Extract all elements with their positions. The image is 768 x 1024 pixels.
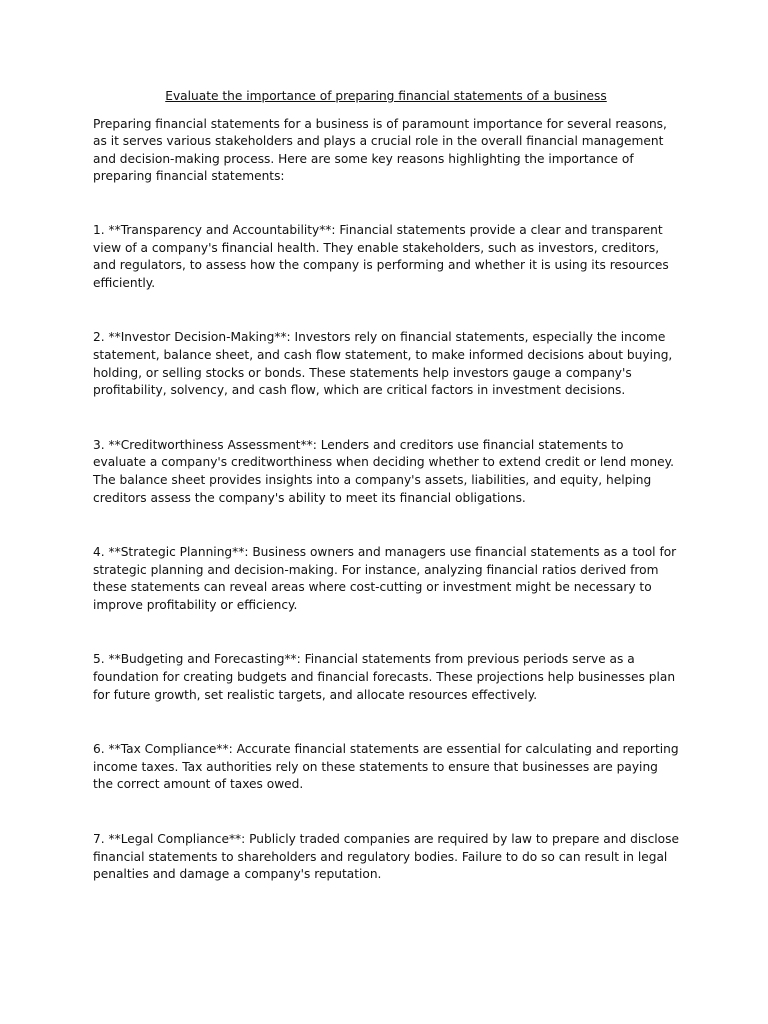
point-budgeting-forecasting: 5. **Budgeting and Forecasting**: Financial statements from previous periods serve as a foundation for creating budgets and financial forecasts. These projections help businesses plan for future growth, set realistic targets, and allocate resources effectively. (93, 652, 676, 702)
point-strategic-planning: 4. **Strategic Planning**: Business owners and managers use financial statements as a tool for strategic planning and decision-making. For instance, analyzing financial ratios derived from these statements can reveal areas where cost-cutting or investment might be necessary to improve profitability or efficiency. (93, 545, 677, 612)
point-legal-compliance: 7. **Legal Compliance**: Publicly traded companies are required by law to prepare and disclose financial statements to shareholders and regulatory bodies. Failure to do so can result in legal penalties and damage a company's reputation. (93, 832, 679, 882)
point-tax-compliance: 6. **Tax Compliance**: Accurate financial statements are essential for calculating and reporting income taxes. Tax authorities rely on these statements to ensure that businesses are paying the correct amount of taxes owed. (93, 742, 679, 792)
document-title: Evaluate the importance of preparing financial statements of a business (165, 89, 607, 103)
point-transparency: 1. **Transparency and Accountability**: Financial statements provide a clear and transparent view of a company's financial health. They enable stakeholders, such as investors, creditors, and regulators, to assess how the company is performing and whether it is using its resources efficiently. (93, 222, 669, 290)
document-page (93, 88, 679, 921)
intro-paragraph: Preparing financial statements for a business is of paramount importance for several reasons, as it serves various stakeholders and plays a crucial role in the overall financial management and decision-making process. Here are some key reasons highlighting the importance of preparing financial statements: (93, 116, 667, 184)
point-investor-decision-making: 2. **Investor Decision-Making**: Investors rely on financial statements, especially the income statement, balance sheet, and cash flow statement, to make informed decisions about buying, holding, or selling stocks or bonds. These statements help investors gauge a company's profitability, solvency, and cash flow, which are critical factors in investment decisions. (93, 330, 673, 398)
point-creditworthiness: 3. **Creditworthiness Assessment**: Lenders and creditors use financial statements to evaluate a company's creditworthiness when deciding whether to extend credit or lend money. The balance sheet provides insights into a company's assets, liabilities, and equity, helping creditors assess the company's ability to meet its financial obligations. (93, 437, 674, 505)
